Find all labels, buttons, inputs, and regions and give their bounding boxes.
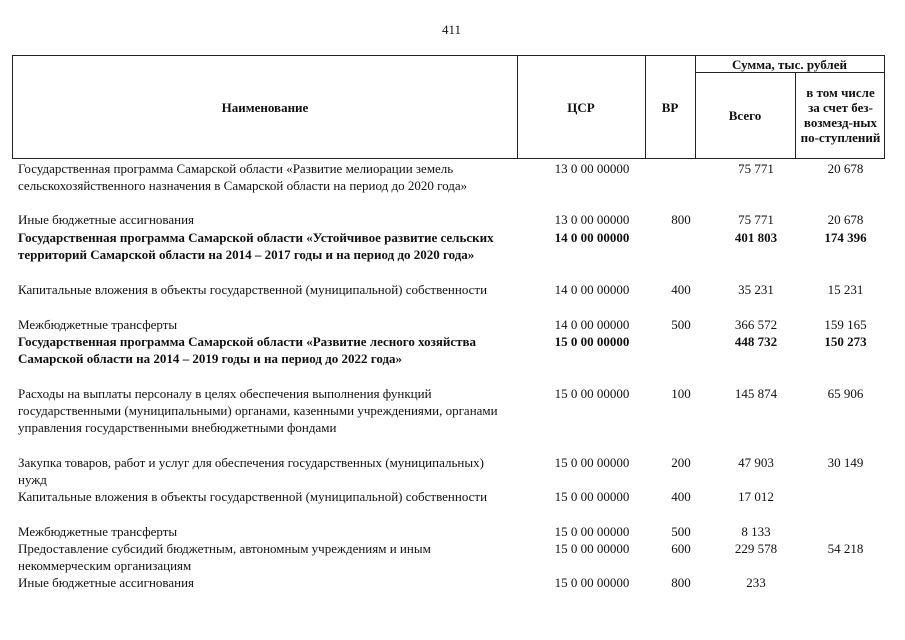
row-grant: 54 218 [827,541,864,556]
row-csr: 14 0 00 00000 [554,230,630,245]
row-total: 75 771 [738,161,774,176]
row-total: 145 874 [734,386,778,401]
row-grant: 20 678 [827,212,864,227]
row-grant: 15 231 [827,282,864,297]
row-total: 8 133 [741,524,771,539]
row-csr: 15 0 00 00000 [554,489,630,504]
table-header [12,55,885,159]
row-name: Межбюджетные трансферты [18,524,178,539]
row-csr: 15 0 00 00000 [554,334,630,349]
row-vr: 500 [671,317,691,332]
header-vr: ВР [661,99,679,115]
row-vr: 400 [671,489,691,504]
row-name: Закупка товаров, работ и услуг для обеспечения государственных (муниципальных) нужд [18,455,484,487]
row-total: 75 771 [738,212,774,227]
divider [795,72,796,158]
row-total: 448 732 [734,334,778,349]
row-csr: 15 0 00 00000 [554,541,630,556]
page-number: 411 [441,22,462,37]
row-grant: 20 678 [827,161,864,176]
row-name: Расходы на выплаты персоналу в целях обеспечения выполнения функций государственными (муниципальными) органами, казенными учреждениями, органами управления государственными внебюджетными фондами [18,386,498,435]
row-name: Иные бюджетные ассигнования [18,212,195,227]
row-grant: 174 396 [824,230,867,245]
row-name: Капитальные вложения в объекты государственной (муниципальной) собственности [18,489,488,504]
row-total: 401 803 [734,230,778,245]
row-vr: 400 [671,282,691,297]
row-csr: 15 0 00 00000 [554,575,630,590]
row-name: Государственная программа Самарской области «Развитие лесного хозяйства Самарской области на 2014 – 2019 годы и на период до 2022 года» [18,334,477,366]
row-csr: 15 0 00 00000 [554,524,630,539]
row-total: 229 578 [734,541,778,556]
row-total: 366 572 [734,317,778,332]
row-vr: 800 [671,575,691,590]
row-vr: 100 [671,386,691,401]
row-csr: 13 0 00 00000 [554,212,630,227]
row-name: Межбюджетные трансферты [18,317,178,332]
row-grant: 65 906 [827,386,864,401]
row-total: 47 903 [738,455,774,470]
row-csr: 14 0 00 00000 [554,317,630,332]
row-csr: 15 0 00 00000 [554,455,630,470]
row-name: Капитальные вложения в объекты государственной (муниципальной) собственности [18,282,488,297]
row-csr: 13 0 00 00000 [554,161,630,176]
row-vr: 800 [671,212,691,227]
row-csr: 14 0 00 00000 [554,282,630,297]
row-total: 17 012 [738,489,774,504]
row-name: Государственная программа Самарской области «Развитие мелиорации земель сельскохозяйственного назначения в Самарской области на период до 2020 года» [18,161,468,193]
header-sum-group: Сумма, тыс. рублей [732,56,847,72]
row-grant: 159 165 [824,317,867,332]
row-name: Государственная программа Самарской области «Устойчивое развитие сельских территорий Самарской области на 2014 – 2017 годы и на период до 2020 года» [18,230,494,262]
row-csr: 15 0 00 00000 [554,386,630,401]
header-total: Всего [728,107,762,123]
row-vr: 500 [671,524,691,539]
row-total: 35 231 [738,282,774,297]
row-name: Предоставление субсидий бюджетным, автономным учреждениям и иным некоммерческим организациям [18,541,431,573]
header-csr: ЦСР [567,99,595,115]
row-vr: 600 [671,541,691,556]
row-name: Иные бюджетные ассигнования [18,575,195,590]
row-grant: 150 273 [824,334,867,349]
header-name: Наименование [221,99,309,115]
header-grant: в том числе за счет без-возмезд-ных по-ступлений [800,85,881,145]
row-grant: 30 149 [827,455,864,470]
row-total: 233 [746,575,766,590]
row-vr: 200 [671,455,691,470]
